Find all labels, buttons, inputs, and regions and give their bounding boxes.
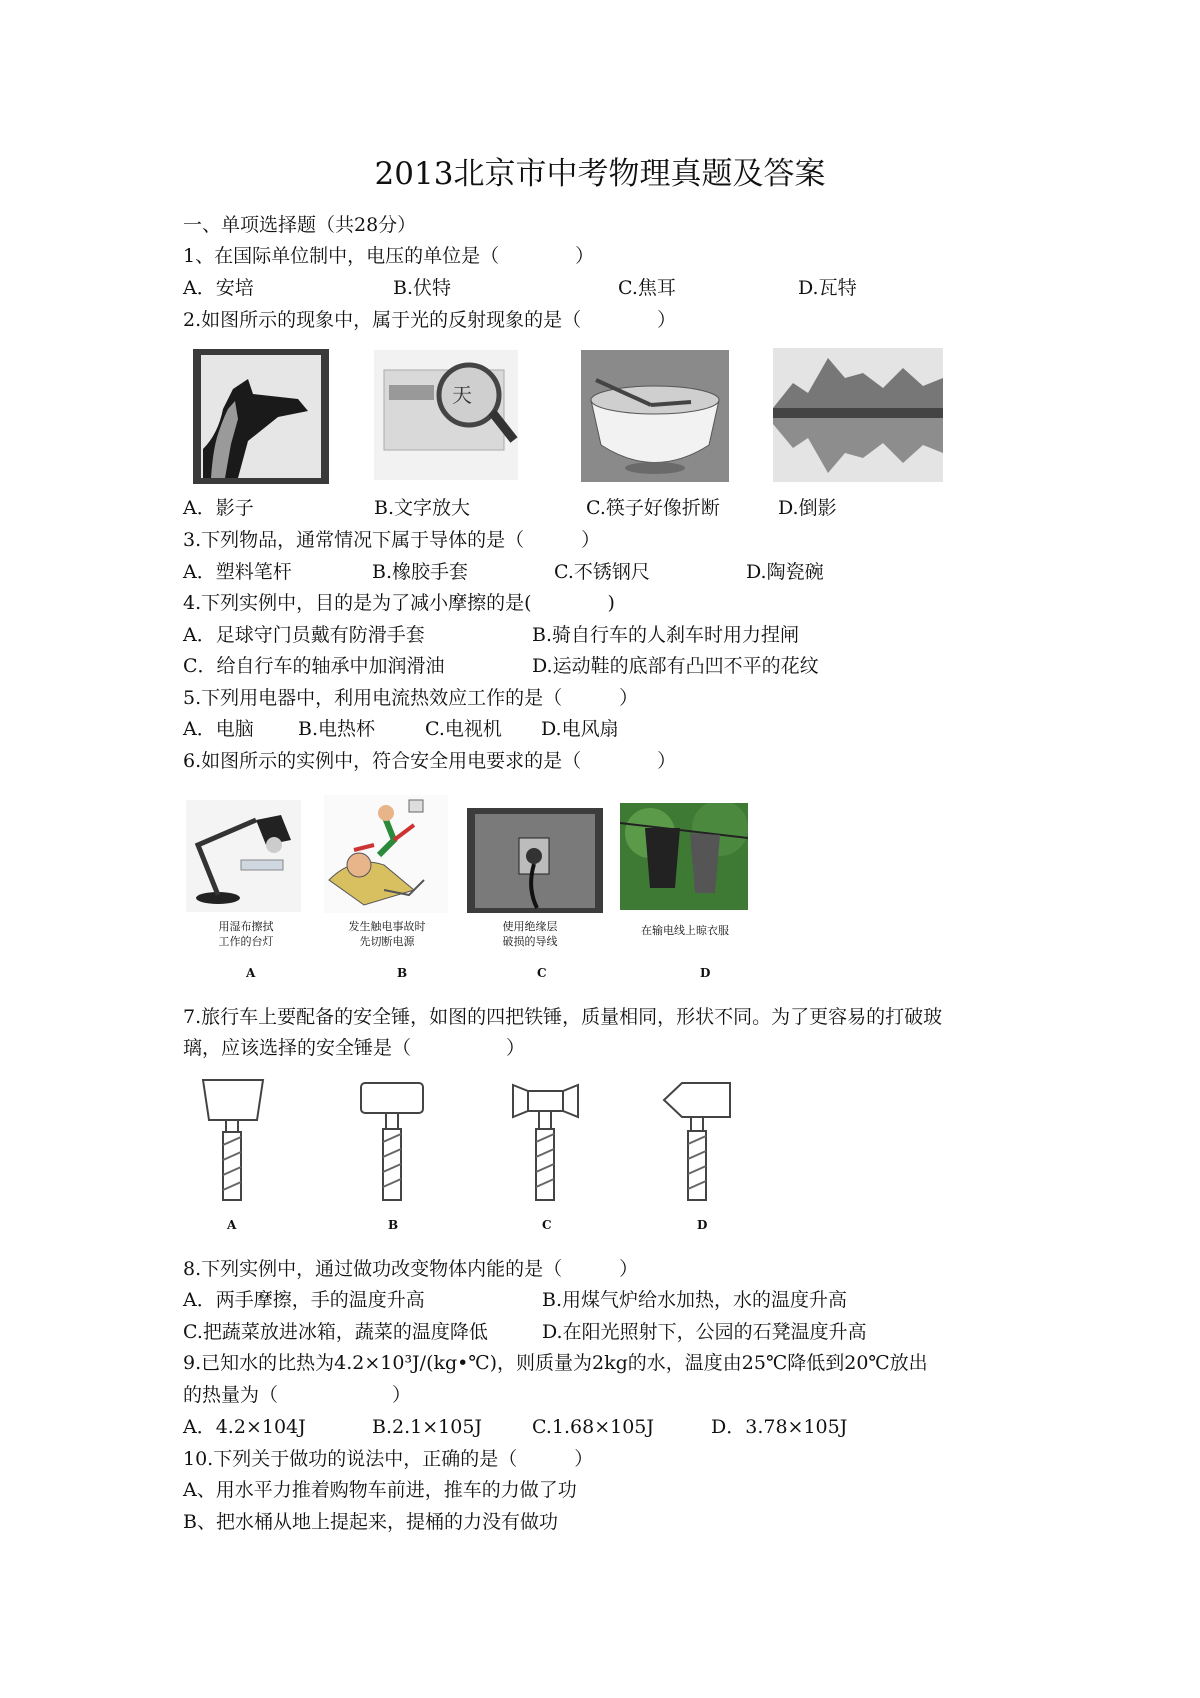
question-5-option-a: A．电脑 xyxy=(183,718,254,740)
question-5-option-c: C.电视机 xyxy=(425,718,502,740)
question-1-stem: 1、在国际单位制中，电压的单位是（ ） xyxy=(183,245,595,267)
question-2-option-b: B.文字放大 xyxy=(374,497,471,519)
question-3-option-a: A．塑料笔杆 xyxy=(183,561,292,583)
question-8-option-c: C.把蔬菜放进冰箱，蔬菜的温度降低 xyxy=(183,1321,488,1343)
q6-letter-c: C xyxy=(537,966,547,980)
question-1-option-c: C.焦耳 xyxy=(618,277,676,299)
question-4-option-c: C．给自行车的轴承中加润滑油 xyxy=(183,655,445,677)
question-4-option-b: B.骑自行车的人刹车时用力捏闸 xyxy=(532,624,800,646)
question-1-option-b: B.伏特 xyxy=(393,277,452,299)
svg-text:天: 天 xyxy=(452,383,472,407)
question-9-option-d: D．3.78×105J xyxy=(711,1416,848,1438)
question-1-option-d: D.瓦特 xyxy=(798,277,857,299)
question-3-option-d: D.陶瓷碗 xyxy=(746,561,824,583)
q7-letter-d: D xyxy=(697,1218,708,1232)
hammer-c-illustration xyxy=(508,1075,583,1205)
shadow-puppet-photo xyxy=(193,349,329,484)
question-8-stem: 8.下列实例中，通过做功改变物体内能的是（ ） xyxy=(183,1258,639,1280)
question-7-stem-line-2: 璃，应该选择的安全锤是（ ） xyxy=(183,1037,526,1059)
q6-letter-b: B xyxy=(397,966,408,980)
q6-caption-a: 用湿布擦拭 工作的台灯 xyxy=(218,920,274,948)
page-title: 2013北京市中考物理真题及答案 xyxy=(374,156,826,192)
question-3-option-b: B.橡胶手套 xyxy=(372,561,469,583)
question-9-stem-line-2: 的热量为（ ） xyxy=(183,1384,412,1406)
question-4-stem: 4.下列实例中，目的是为了减小摩擦的是( ) xyxy=(183,592,615,614)
question-9-option-b: B.2.1×105J xyxy=(372,1416,483,1438)
hammer-a-illustration xyxy=(195,1075,270,1205)
question-8-option-a: A．两手摩擦，手的温度升高 xyxy=(183,1289,425,1311)
desk-lamp-illustration xyxy=(186,800,301,912)
question-5-option-b: B.电热杯 xyxy=(298,718,376,740)
question-10-option-a: A、用水平力推着购物车前进，推车的力做了功 xyxy=(183,1479,577,1501)
question-3-stem: 3.下列物品，通常情况下属于导体的是（ ） xyxy=(183,529,601,551)
q7-letter-a: A xyxy=(227,1218,237,1232)
electric-shock-rescue-illustration xyxy=(324,795,448,913)
question-5-option-d: D.电风扇 xyxy=(541,718,619,740)
question-10-option-b: B、把水桶从地上提起来，提桶的力没有做功 xyxy=(183,1511,558,1533)
q6-caption-c: 使用绝缘层 破损的导线 xyxy=(502,920,558,948)
question-2-option-d: D.倒影 xyxy=(778,497,837,519)
question-8-option-d: D.在阳光照射下，公园的石凳温度升高 xyxy=(542,1321,867,1343)
q7-letter-b: B xyxy=(388,1218,399,1232)
question-1-option-a: A．安培 xyxy=(183,277,254,299)
question-2-option-c: C.筷子好像折断 xyxy=(586,497,720,519)
question-9-option-a: A．4.2×104J xyxy=(183,1416,306,1438)
question-10-stem: 10.下列关于做功的说法中，正确的是（ ） xyxy=(183,1448,594,1470)
clothes-on-power-line-photo xyxy=(620,803,748,910)
question-2-option-a: A．影子 xyxy=(183,497,254,519)
hammer-d-illustration xyxy=(660,1075,735,1205)
q7-letter-c: C xyxy=(542,1218,552,1232)
reflection-photo xyxy=(773,348,943,482)
question-4-option-a: A．足球守门员戴有防滑手套 xyxy=(183,624,425,646)
question-3-option-c: C.不锈钢尺 xyxy=(554,561,650,583)
question-2-stem: 2.如图所示的现象中，属于光的反射现象的是（ ） xyxy=(183,309,677,331)
bowl-chopsticks-photo xyxy=(581,350,729,482)
question-9-option-c: C.1.68×105J xyxy=(532,1416,655,1438)
q6-caption-b: 发生触电事故时 先切断电源 xyxy=(348,920,426,948)
section-heading: 一、单项选择题（共28分） xyxy=(183,214,417,236)
q6-letter-a: A xyxy=(246,966,256,980)
q6-caption-d: 在输电线上晾衣服 xyxy=(641,924,729,937)
question-7-stem-line-1: 7.旅行车上要配备的安全锤，如图的四把铁锤，质量相同，形状不同。为了更容易的打破玻 xyxy=(183,1006,943,1028)
question-5-stem: 5.下列用电器中，利用电流热效应工作的是（ ） xyxy=(183,687,639,709)
question-9-stem-line-1: 9.已知水的比热为4.2×10³J/(kg•℃)，则质量为2kg的水，温度由25℃降低到20℃放出 xyxy=(183,1352,928,1374)
question-8-option-b: B.用煤气炉给水加热，水的温度升高 xyxy=(542,1289,848,1311)
damaged-wire-photo xyxy=(467,808,603,913)
question-6-stem: 6.如图所示的实例中，符合安全用电要求的是（ ） xyxy=(183,750,677,772)
q6-letter-d: D xyxy=(700,966,711,980)
magnifier-photo xyxy=(374,350,518,480)
hammer-b-illustration xyxy=(355,1075,430,1205)
question-4-option-d: D.运动鞋的底部有凸凹不平的花纹 xyxy=(532,655,819,677)
